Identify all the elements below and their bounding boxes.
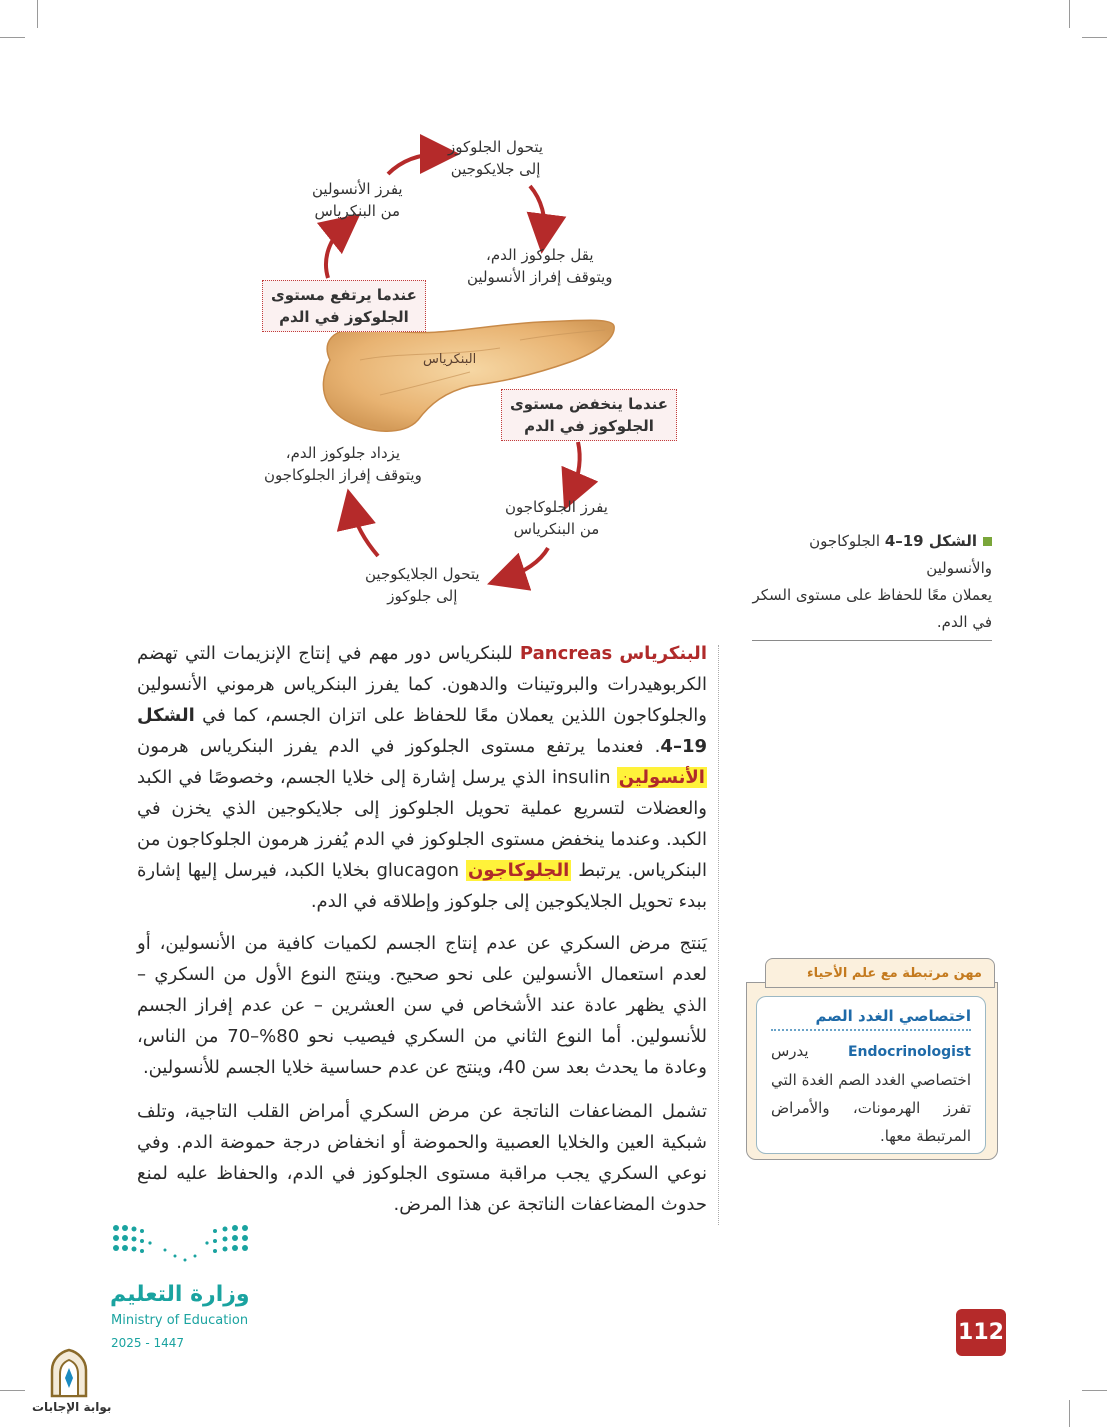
pancreas-label: البنكرياس xyxy=(423,352,477,367)
label-blood-glucose-rises: يزداد جلوكوز الدم، ويتوقف إفراز الجلوكاجون xyxy=(264,444,422,484)
arrow-glycogen-to-rise xyxy=(352,508,378,556)
arrow-insulin-to-glycogen xyxy=(388,154,440,174)
arrow-high-to-insulin xyxy=(326,226,345,278)
watermark-text: بوابة الإجابات xyxy=(32,1400,112,1414)
career-body xyxy=(771,1037,971,1150)
watermark-logo-icon xyxy=(46,1348,92,1400)
label-glucagon-secreted: يفرز الجلوكاجون من البنكرياس xyxy=(505,498,608,538)
term-insulin-en: insulin xyxy=(551,767,611,788)
paragraph-text: بخلايا الكبد، فيرسل إليها إشارة ببدء تحويل الجلايكوجين إلى جلوكوز وإطلاقه في الدم. xyxy=(137,860,707,912)
ministry-year: 2025 - 1447 xyxy=(111,1336,185,1350)
label-insulin-secreted: يفرز الأنسولين من البنكرياس xyxy=(312,180,403,220)
ministry-name-en: Ministry of Education xyxy=(111,1313,249,1328)
arrow-glucagon-to-glycogen xyxy=(506,548,548,578)
paragraph-text: للبنكرياس دور مهم في إنتاج الإنزيمات التي تهضم الكربوهيدرات والبروتينات والدهون. كما يفرز البنكرياس هرموني الأنسولين والجلوكاجون اللذين يعملان معًا للحفاظ على اتزان الجسم، كما في xyxy=(137,643,707,726)
label-glycogen-to-glucose: يتحول الجلايكوجين إلى جلوكوز xyxy=(365,565,480,605)
ministry-logo-icon xyxy=(110,1220,260,1270)
arrow-low-to-glucagon xyxy=(572,442,580,492)
arrow-glycogen-to-drop xyxy=(530,186,544,234)
term-insulin-ar: الأنسولين xyxy=(618,767,705,788)
label-glucose-to-glycogen: يتحول الجلوكوز إلى جلايكوجين xyxy=(448,138,544,178)
label-blood-glucose-drops: يقل جلوكوز الدم، ويتوقف إفراز الأنسولين xyxy=(467,246,613,286)
paragraph-text: الذي يرسل إشارة إلى خلايا الجسم، وخصوصًا في الكبد والعضلات لتسريع عملية تحويل الجلوكوز إلى جلايكوجين الذي يخزن في الكبد. وعندما ينخفض مستوى الجلوكوز في الدم يُفرز هرمون الجلوكاجون من البنكرياس. يرتبط xyxy=(137,767,707,881)
career-box-tab: مهن مرتبطة مع علم الأحياء xyxy=(765,958,995,988)
crop-mark xyxy=(1082,1390,1107,1391)
career-term-en: Endocrinologist xyxy=(847,1044,971,1060)
page-number: 112 xyxy=(956,1309,1006,1356)
figure-ref: الشكل 19–4 xyxy=(137,705,707,757)
career-title: اختصاصي الغدد الصم xyxy=(771,1007,971,1031)
paragraph-diabetes: يَنتج مرض السكري عن عدم إنتاج الجسم لكميات كافية من الأنسولين، أو لعدم استعمال الأنسولين على نحو صحيح. وينتج النوع الأول من السكري – الذي يظهر عادة عند الأشخاص في سن العشرين – عن عدم إفراز الجسم للأنسولين. أما النوع الثاني من السكري فيصيب نحو 80%–70 من الناس، وعادة ما يحدث بعد سن 40، وينتج عن عدم حساسية خلايا الجسم للأنسولين. xyxy=(137,933,707,1078)
caption-text: في الدم. xyxy=(936,613,992,631)
paragraph-text: . فعندما يرتفع مستوى الجلوكوز في الدم يفرز البنكرياس هرمون xyxy=(137,736,661,757)
caption-bullet-icon xyxy=(983,537,992,546)
term-pancreas-ar: البنكرياس xyxy=(619,643,707,664)
column-divider xyxy=(718,645,719,1225)
paragraph-pancreas xyxy=(137,638,707,917)
ministry-name-ar: وزارة التعليم xyxy=(110,1282,250,1307)
career-box-content xyxy=(756,996,986,1154)
caption-text: يعملان معًا للحفاظ على مستوى السكر xyxy=(752,586,992,604)
crop-mark xyxy=(0,1390,25,1391)
box-low-glucose: عندما ينخفض مستوى الجلوكوز في الدم xyxy=(501,389,677,441)
career-text: يدرس اختصاصي الغدد الصم الغدة التي تفرز الهرمونات، والأمراض المرتبطة معها. xyxy=(771,1042,971,1145)
crop-mark xyxy=(1069,1400,1070,1427)
caption-text: الجلوكاجون والأنسولين xyxy=(809,532,992,577)
term-glucagon-en: glucagon xyxy=(376,860,460,881)
box-high-glucose: عندما يرتفع مستوى الجلوكوز في الدم xyxy=(262,280,426,332)
term-pancreas-en: Pancreas xyxy=(519,643,613,664)
paragraph-complications: تشمل المضاعفات الناتجة عن مرض السكري أمراض القلب التاجية، وتلف شبكية العين والخلايا العصبية والحموضة أو انخفاض درجة حموضة الدم. وفي نوعي السكري يجب مراقبة مستوى الجلوكوز في الدم، والحفاظ عليه لمنع حدوث المضاعفات الناتجة عن هذا المرض. xyxy=(137,1101,707,1215)
figure-caption xyxy=(752,528,992,641)
caption-figure-ref: الشكل 19–4 xyxy=(884,532,977,550)
term-glucagon-ar: الجلوكاجون xyxy=(467,860,570,881)
